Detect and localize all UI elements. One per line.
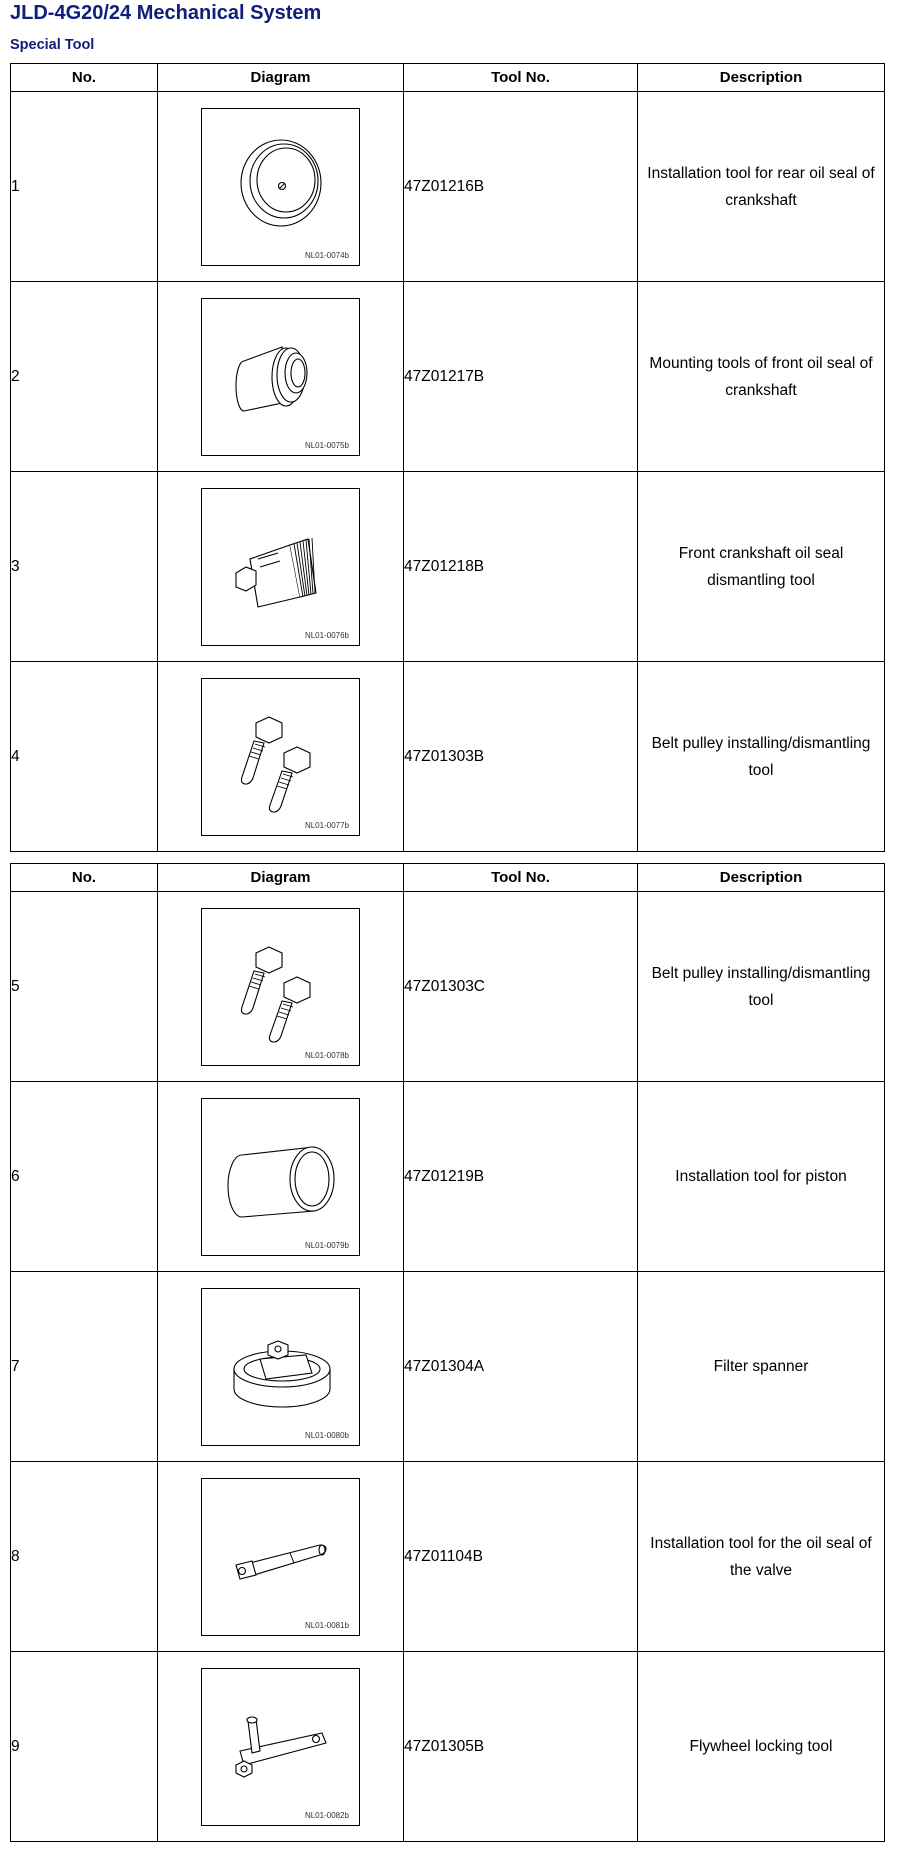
tool-description-cell: Installation tool for rear oil seal of crankshaft: [638, 92, 885, 282]
tool-part-number-cell: 47Z01218B: [404, 472, 638, 662]
diagram-code-label: NL01-0075b: [304, 440, 349, 450]
header-diagram: Diagram: [158, 64, 404, 92]
tool-description-cell: Filter spanner: [638, 1272, 885, 1462]
diagram-cell: [158, 1462, 404, 1652]
table-row: [11, 1462, 885, 1652]
document-title: JLD-4G20/24 Mechanical System: [10, 2, 322, 24]
tool-description-cell: Installation tool for piston: [638, 1082, 885, 1272]
tool-description-cell: Belt pulley installing/dismantling tool: [638, 892, 885, 1082]
header-tool-no: Tool No.: [404, 864, 638, 892]
diagram-code-label: NL01-0080b: [304, 1430, 349, 1440]
table-row: [11, 1082, 885, 1272]
twin-bolts-icon: [202, 679, 359, 835]
diagram-code-label: NL01-0074b: [304, 250, 349, 260]
diagram-code-label: NL01-0076b: [304, 630, 349, 640]
diagram-figure: [201, 1098, 360, 1256]
diagram-figure: [201, 1668, 360, 1826]
tool-number-cell: 8: [11, 1462, 158, 1652]
tool-number-cell: 2: [11, 282, 158, 472]
table-header-row: [11, 64, 885, 92]
cylinder-sleeve-icon: [202, 299, 359, 455]
piston-ring-compressor-icon: [202, 1099, 359, 1255]
table-header-row: [11, 864, 885, 892]
threaded-puller-icon: [202, 489, 359, 645]
diagram-code-label: NL01-0078b: [304, 1050, 349, 1060]
header-no: No.: [11, 864, 158, 892]
diagram-cell: [158, 662, 404, 852]
diagram-cell: [158, 282, 404, 472]
diagram-figure: [201, 678, 360, 836]
tool-number-cell: 7: [11, 1272, 158, 1462]
diagram-figure: [201, 908, 360, 1066]
tool-number-cell: 1: [11, 92, 158, 282]
tool-description-cell: Front crankshaft oil seal dismantling tool: [638, 472, 885, 662]
table-row: [11, 1652, 885, 1842]
table-row: [11, 662, 885, 852]
tool-part-number-cell: 47Z01304A: [404, 1272, 638, 1462]
tool-part-number-cell: 47Z01305B: [404, 1652, 638, 1842]
tool-number-cell: 4: [11, 662, 158, 852]
section-subtitle: Special Tool: [10, 37, 95, 53]
twin-bolts-icon: [202, 909, 359, 1065]
diagram-cell: [158, 1272, 404, 1462]
table-row: [11, 92, 885, 282]
table-row: [11, 1272, 885, 1462]
header-description: Description: [638, 864, 885, 892]
diagram-cell: [158, 472, 404, 662]
tool-number-cell: 3: [11, 472, 158, 662]
tool-part-number-cell: 47Z01219B: [404, 1082, 638, 1272]
diagram-cell: [158, 1082, 404, 1272]
tool-number-cell: 5: [11, 892, 158, 1082]
diagram-cell: [158, 892, 404, 1082]
tool-description-cell: Belt pulley installing/dismantling tool: [638, 662, 885, 852]
special-tool-table-2: [10, 863, 885, 1842]
tool-part-number-cell: 47Z01217B: [404, 282, 638, 472]
diagram-figure: [201, 1288, 360, 1446]
table-row: [11, 282, 885, 472]
tool-number-cell: 9: [11, 1652, 158, 1842]
header-no: No.: [11, 64, 158, 92]
diagram-figure: [201, 488, 360, 646]
valve-seal-installer-icon: [202, 1479, 359, 1635]
diagram-code-label: NL01-0081b: [304, 1620, 349, 1630]
seal-ring-icon: [202, 109, 359, 265]
tool-description-cell: Flywheel locking tool: [638, 1652, 885, 1842]
diagram-code-label: NL01-0079b: [304, 1240, 349, 1250]
tool-part-number-cell: 47Z01303B: [404, 662, 638, 852]
flywheel-lock-icon: [202, 1669, 359, 1825]
diagram-cell: [158, 92, 404, 282]
tool-part-number-cell: 47Z01104B: [404, 1462, 638, 1652]
tool-description-cell: Mounting tools of front oil seal of crankshaft: [638, 282, 885, 472]
filter-cap-wrench-icon: [202, 1289, 359, 1445]
table-row: [11, 892, 885, 1082]
diagram-figure: [201, 1478, 360, 1636]
header-diagram: Diagram: [158, 864, 404, 892]
diagram-figure: [201, 298, 360, 456]
header-description: Description: [638, 64, 885, 92]
tool-number-cell: 6: [11, 1082, 158, 1272]
special-tool-table-1: [10, 63, 885, 852]
diagram-cell: [158, 1652, 404, 1842]
header-tool-no: Tool No.: [404, 64, 638, 92]
tool-part-number-cell: 47Z01303C: [404, 892, 638, 1082]
diagram-figure: [201, 108, 360, 266]
diagram-code-label: NL01-0077b: [304, 820, 349, 830]
diagram-code-label: NL01-0082b: [304, 1810, 349, 1820]
tool-description-cell: Installation tool for the oil seal of the valve: [638, 1462, 885, 1652]
tool-part-number-cell: 47Z01216B: [404, 92, 638, 282]
table-row: [11, 472, 885, 662]
